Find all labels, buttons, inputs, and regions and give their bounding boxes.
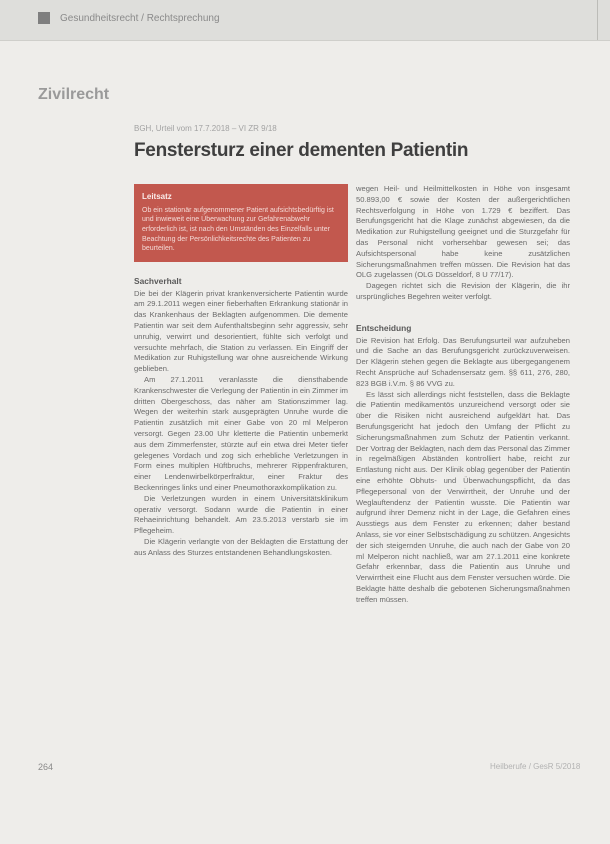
section-title: Zivilrecht [38,86,110,103]
paragraph: Die bei der Klägerin privat krankenversicherte Patientin wurde am 29.1.2011 wegen einer fieberhaften Erkrankung stationär in das Krankenhaus der Beklagten aufgenommen. Die demente Patientin war seit dem Aufenthaltsbeginn sehr aggressiv, sehr unruhig, verwirrt und desorientiert, fühlte sich verfolgt und versuchte mehrfach, die Station zu verlassen. Ein Eingriff der Medikation zur Ruhigstellung war ohne ausreichende Wirkung geblieben. [134,288,348,374]
entscheidung-heading: Entscheidung [356,322,412,333]
paragraph: Die Verletzungen wurden in einem Universitätsklinikum operativ versorgt. Sodann wurde die Patientin in einer Rehaeinrichtung behandelt. Am 23.5.2013 verstarb sie im Pflegeheim. [134,493,348,536]
sachverhalt-heading: Sachverhalt [134,275,182,286]
journal-name: Heilberufe / GesR 5/2018 [490,762,581,771]
paragraph: Die Revision hat Erfolg. Das Berufungsurteil war aufzuheben und die Sache an das Berufungsgericht zurückzuverweisen. Der Klägerin stehen gegen die Beklagte aus übergegangenem Recht Ansprüche auf Schadensersatz gem. §§ 611, 276, 280, 823 BGB i.V.m. § 86 VVG zu. [356,335,570,388]
paragraph: wegen Heil- und Heilmittelkosten in Höhe von insgesamt 50.893,00 € sowie der Kosten der außergerichtlichen Rechtsverfolgung in Höhe von 1.729 € beziffert. Das Berufungsgericht hat die Klage zunächst abgewiesen, da die Medikation zur Ruhigstellung geeignet und die Sturzgefahr für das Personal nicht vorhersehbar gewesen sei; das Aufsichtspersonal habe keine zusätzlichen Sicherungsmaßnahmen treffen müssen. Die Revision hat das OLG zugelassen (OLG Düsseldorf, 8 U 77/17). [356,184,570,280]
paragraph: Am 27.1.2011 veranlasste die diensthabende Krankenschwester die Verlegung der Patientin in ein Zimmer im dritten Obergeschoss, das näher am Stationszimmer lag. Wegen der weiterhin stark ausgeprägten Unruhe wurde die Patientin zusätzlich mit einer Gabe von 20 ml Melperon versorgt. Gegen 23.00 Uhr kletterte die Patientin unbemerkt aus dem Zimmerfenster, stürzte auf ein etwa drei Meter tiefer gelegenes Vordach und zog sich erhebliche Verletzungen in Form eines multiplen Hüftbruchs, mehrerer Rippenfrakturen, einer Lendenwirbelkörperfraktur, einer Fraktur des Beckenringes links und einer Pneumothoraxkomplikation zu. [134,374,348,492]
right-column [356,184,570,605]
leitsatz-box [134,184,348,262]
header-breadcrumb: Gesundheitsrecht / Rechtsprechung [60,13,220,24]
page-number: 264 [38,762,54,772]
header-divider [597,0,598,40]
left-column [134,184,348,558]
spacer [356,303,570,323]
paragraph: Die Klägerin verlangte von der Beklagten die Erstattung der aus Anlass des Sturzes entstandenen Behandlungskosten. [134,536,348,557]
paragraph: Es lässt sich allerdings nicht feststellen, dass die Beklagte die Patientin medikamentös unzureichend versorgt oder sie über die Risiken nicht ausreichend aufgeklärt hat. Das Berufungsgericht hat jedoch den Umfang der Pflicht zu Sicherungsmaßnahmen zum Schutz der Patientin verkannt. Der Vortrag der Beklagten, nach dem das Personal das Zimmer in regelmäßigen Abständen kontrolliert habe, reicht zur Entlastung nicht aus. Der Klinik oblag gegenüber der Patientin eine erhöhte Obhuts- und Überwachungspflicht, da das Pflegepersonal von der Verwirrtheit, der Unruhe und der Weglauftendenz der Patientin wusste. Die Patientin war aufgrund ihrer Demenz nicht in der Lage, die Gefahren eines Ausstiegs aus dem Fenster zu erkennen; daher bestand Anlass, sie vor einer Selbstschädigung zu schützen. Angesichts der sich steigernden Unruhe, die auch nach der Gabe von 20 ml Melperon nicht nachließ, war am 27.1.2011 eine konkrete Gefahr erkennbar, dass die Patientin aus Unruhe und Verwirrtheit eine Flucht aus dem Fenster versuchen würde. Die Beklagte hätte deshalb die gebotenen Sicherungsmaßnahmen treffen müssen. [356,389,571,604]
header-marker-icon [38,12,50,24]
case-reference: BGH, Urteil vom 17.7.2018 – VI ZR 9/18 [134,124,277,133]
header-band [0,0,610,41]
paragraph: Dagegen richtet sich die Revision der Klägerin, die ihr ursprüngliches Begehren weiter verfolgt. [356,281,570,301]
leitsatz-heading: Leitsatz [142,192,172,201]
article-title: Fenstersturz einer dementen Patientin [134,140,469,161]
leitsatz-text: Ob ein stationär aufgenommener Patient aufsichtsbedürftig ist und inwieweit eine Überwachung zur Gefahrenabwehr erforderlich ist, ist nach den Umständen des Einzelfalls unter Beachtung der Persönlichkeitsrechte des Patienten zu beurteilen. [142,206,334,253]
